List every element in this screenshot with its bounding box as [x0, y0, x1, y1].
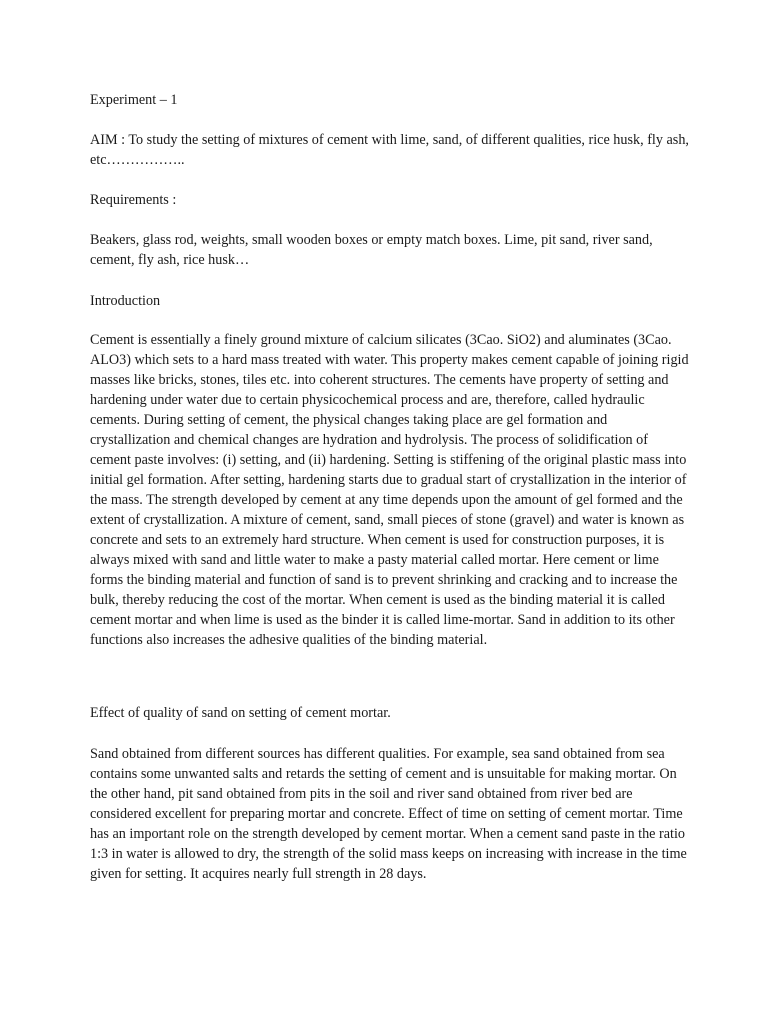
aim-paragraph: AIM : To study the setting of mixtures of cement with lime, sand, of different qualities, rice husk, fly ash, etc……………..: [90, 132, 689, 168]
document-content: [90, 90, 690, 884]
experiment-title: Experiment – 1: [90, 92, 178, 108]
introduction-paragraph: Cement is essentially a finely ground mixture of calcium silicates (3Cao. SiO2) and aluminates (3Cao. ALO3) which sets to a hard mass treated with water. This property makes cement capable of joining rigid masses like bricks, stones, tiles etc. into coherent structures. The cements have property of setting and hardening under water due to certain physicochemical process and are, therefore, called hydraulic cements. During setting of cement, the physical changes taking place are gel formation and crystallization and chemical changes are hydration and hydrolysis. The process of solidification of cement paste involves: (i) setting, and (ii) hardening. Setting is stiffening of the original plastic mass into initial gel formation. After setting, hardening starts due to gradual start of crystallization in the interior of the mass. The strength developed by cement at any time depends upon the amount of gel formed and the extent of crystallization. A mixture of cement, sand, small pieces of stone (gravel) and water is known as concrete and sets to an extremely hard structure. When cement is used for construction purposes, it is always mixed with sand and little water to make a pasty material called mortar. Here cement or lime forms the binding material and function of sand is to prevent shrinking and cracking and to increase the bulk, thereby reducing the cost of the mortar. When cement is used as the binding material it is called cement mortar and when lime is used as the binder it is called lime-mortar. Sand in addition to its other functions also increases the adhesive qualities of the binding material.: [90, 332, 689, 648]
introduction-heading: Introduction: [90, 293, 161, 309]
effect-of-sand-heading: Effect of quality of sand on setting of cement mortar.: [90, 705, 391, 721]
effect-of-sand-paragraph: Sand obtained from different sources has different qualities. For example, sea sand obtained from sea contains some unwanted salts and retards the setting of cement and is unsuitable for making mortar. On the other hand, pit sand obtained from pits in the soil and river sand obtained from river bed are considered excellent for preparing mortar and concrete. Effect of time on setting of cement mortar. Time has an important role on the strength developed by cement mortar. When a cement sand paste in the ratio 1:3 in water is allowed to dry, the strength of the solid mass keeps on increasing with increase in the time given for setting. It acquires nearly full strength in 28 days.: [90, 746, 687, 882]
requirements-heading: Requirements :: [90, 192, 177, 208]
requirements-paragraph: Beakers, glass rod, weights, small wooden boxes or empty match boxes. Lime, pit sand, river sand, cement, fly ash, rice husk…: [90, 232, 653, 268]
